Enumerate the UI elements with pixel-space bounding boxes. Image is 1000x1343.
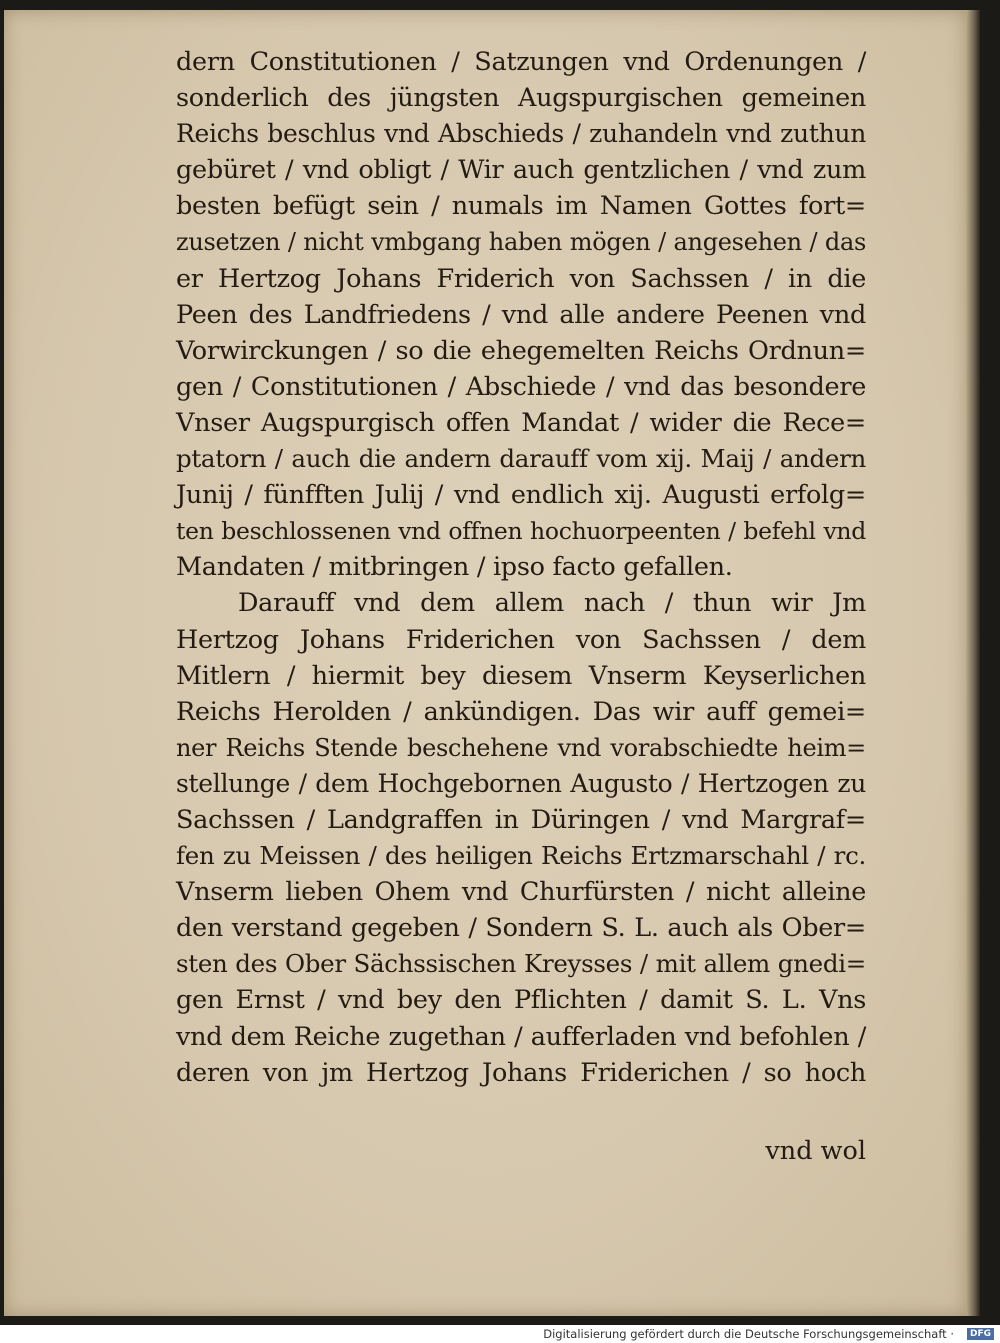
page-edge xyxy=(966,10,980,1316)
text-line: besten befügt sein / numals im Namen Gottes fort= xyxy=(176,191,866,222)
text-line: Mandaten / mitbringen / ipso facto gefallen. xyxy=(176,552,733,583)
text-line: den verstand gegeben / Sondern S. L. auch als Ober= xyxy=(176,913,866,944)
text-line: gen Ernst / vnd bey den Pflichten / damit S. L. Vns xyxy=(176,985,866,1016)
body-text xyxy=(176,44,866,1091)
text-line: fen zu Meissen / des heiligen Reichs Ertzmarschahl / rc. xyxy=(176,841,866,871)
catchword: vnd wol xyxy=(765,1136,866,1166)
text-line: sten des Ober Sächssischen Kreysses / mit allem gnedi= xyxy=(176,949,866,979)
text-line: ner Reichs Stende beschehene vnd vorabschiedte heim= xyxy=(176,733,866,762)
text-line: zusetzen / nicht vmbgang haben mögen / angesehen / das xyxy=(176,228,866,257)
text-line: er Hertzog Johans Friderich von Sachssen / in die xyxy=(176,263,866,294)
text-line: Reichs beschlus vnd Abschieds / zuhandeln vnd zuthun xyxy=(176,119,866,149)
text-line: ten beschlossenen vnd offnen hochuorpeenten / befehl vnd xyxy=(176,517,866,546)
text-line: stellunge / dem Hochgebornen Augusto / Hertzogen zu xyxy=(176,768,866,798)
text-line: Vnserm lieben Ohem vnd Churfürsten / nicht alleine xyxy=(176,877,866,908)
text-line: Hertzog Johans Friderichen von Sachssen / dem xyxy=(176,624,866,655)
footer-bar xyxy=(0,1325,1000,1343)
text-line: Sachssen / Landgraffen in Düringen / vnd Margraf= xyxy=(176,804,866,835)
dfg-logo: DFG xyxy=(967,1328,994,1340)
text-line: sonderlich des jüngsten Augspurgischen gemeinen xyxy=(176,83,866,114)
text-line: gen / Constitutionen / Abschiede / vnd das besondere xyxy=(176,371,866,402)
text-line: Junij / fünfften Julij / vnd endlich xij. Augusti erfolg= xyxy=(176,480,866,511)
text-line: Vorwirckungen / so die ehegemelten Reichs Ordnun= xyxy=(176,335,866,366)
text-line: Reichs Herolden / ankündigen. Das wir auff gemei= xyxy=(176,696,866,727)
text-line: ptatorn / auch die andern darauff vom xij. Maij / andern xyxy=(176,444,866,474)
text-line: vnd dem Reiche zugethan / aufferladen vnd befohlen / xyxy=(176,1021,866,1052)
digitization-credit: Digitalisierung gefördert durch die Deutsche Forschungsgemeinschaft · xyxy=(543,1327,954,1341)
text-line: Darauff vnd dem allem nach / thun wir Jm xyxy=(238,588,866,619)
text-line: Mitlern / hiermit bey diesem Vnserm Keyserlichen xyxy=(176,660,866,691)
text-line: Peen des Landfriedens / vnd alle andere Peenen vnd xyxy=(176,299,866,330)
text-line: Vnser Augspurgisch offen Mandat / wider die Rece= xyxy=(176,407,866,438)
text-line: dern Constitutionen / Satzungen vnd Ordenungen / xyxy=(176,47,866,77)
text-line: deren von jm Hertzog Johans Friderichen / so hoch xyxy=(176,1057,866,1088)
text-line: gebüret / vnd obligt / Wir auch gentzlichen / vnd zum xyxy=(176,155,866,186)
